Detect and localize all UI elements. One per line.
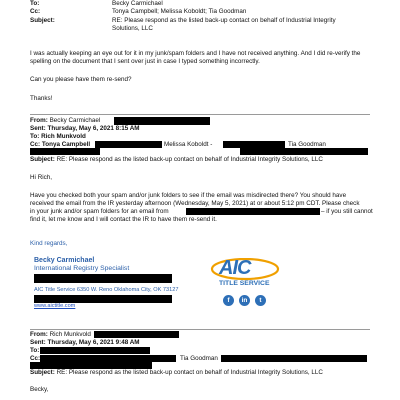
logo-subtext: TITLE SERVICE: [219, 280, 270, 287]
email3-subject-value: RE: Please respond as the listed back-up contact on behalf of Industrial Integrity Solutions, LLC: [56, 369, 323, 376]
email2-closing: Kind regards,: [30, 240, 68, 247]
linkedin-icon[interactable]: in: [239, 295, 250, 306]
email2-to-label: To:: [30, 133, 40, 140]
redaction-bar: [186, 208, 320, 215]
email3-from-label: From:: [30, 331, 48, 338]
signature-address: AIC Title Service 6350 W. Reno Oklahoma City, OK 73127: [34, 287, 179, 293]
redaction-bar: [223, 141, 285, 148]
email2-subject-value: RE: Please respond as the listed back-up contact on behalf of Industrial Integrity Solutions, LLC: [56, 156, 323, 163]
body1-line2: spelling on the document that I sent over just in case I typed something incorrectly.: [30, 58, 260, 65]
to-value: Becky Carmichael: [112, 0, 163, 7]
redaction-bar: [40, 355, 176, 362]
redaction-bar: [240, 148, 368, 155]
body1-line1: I was actually keeping an eye out for it in my junk/spam folders and I have not received anything. And I did re-verify the: [30, 50, 361, 57]
email3-from-row: [30, 331, 91, 339]
email2-sent-value: Thursday, May 6, 2021 8:15 AM: [47, 125, 140, 132]
email2-p1-line3: in your junk and/or spam folders for an email from: [30, 208, 169, 215]
email3-sent-value: Thursday, May 6, 2021 9:48 AM: [47, 339, 140, 346]
email2-p1-line1: Have you checked both your spam and/or junk folders to see if the email was misdirected there? You should have: [30, 192, 347, 199]
body1-line3: Can you please have them re-send?: [30, 76, 132, 83]
email2-from-label: From:: [30, 117, 48, 124]
email3-cc-label: Cc:: [30, 355, 41, 362]
subject-row: [30, 17, 392, 25]
redaction-bar: [114, 117, 210, 125]
email2-from-value: Becky Carmichael: [49, 117, 101, 124]
email3-to-row: [30, 347, 39, 355]
redaction-bar: [30, 362, 152, 369]
email2-to-row: [30, 133, 86, 141]
aic-title-service-logo: [205, 258, 285, 292]
email2-sent-label: Sent:: [30, 125, 46, 132]
separator-rule: [30, 329, 370, 330]
email2-to-value: Rich Munkvold: [41, 133, 86, 140]
logo-text: AIC: [219, 257, 251, 279]
email2-p1-line3-end: – if you still cannot: [321, 208, 373, 215]
email2-subject-row: [30, 156, 323, 164]
redaction-bar: [94, 331, 179, 338]
twitter-icon[interactable]: t: [255, 295, 266, 306]
redaction-bar: [34, 274, 172, 283]
email3-sent-row: [30, 339, 140, 347]
subject-value: RE: Please respond as the listed back-up contact on behalf of Industrial Integrity: [112, 16, 336, 24]
email2-cc-label: Cc:: [30, 141, 41, 148]
email2-p1-line4: find it, let me know and I will contact the IR to have them re-send it.: [30, 216, 217, 223]
email3-subject-label: Subject:: [30, 369, 55, 376]
email3-greeting: Becky,: [30, 386, 49, 393]
signature-title: International Registry Specialist: [34, 265, 130, 272]
email3-sent-label: Sent:: [30, 339, 46, 346]
top-email-header: [30, 0, 392, 34]
email3-to-label: To:: [30, 347, 40, 354]
email2-from-row: [30, 117, 100, 125]
email3-from-value: Rich Munkvold: [49, 331, 91, 338]
signature-name: Becky Carmichael: [34, 257, 95, 264]
redaction-bar: [34, 295, 172, 303]
cc-value: Tonya Campbell; Melissa Koboldt; Tia Goodman: [112, 8, 247, 16]
email2-greeting: Hi Rich,: [30, 174, 53, 181]
cc-row: [30, 8, 392, 16]
redaction-bar: [95, 141, 162, 148]
email2-cc-value-b: Melissa Koboldt -: [164, 141, 213, 148]
redaction-bar: [221, 355, 367, 362]
separator-rule: [30, 114, 370, 115]
to-label: To:: [30, 0, 40, 7]
email3-cc-value: Tia Goodman: [180, 355, 218, 362]
to-row: [30, 0, 392, 8]
subject-value-cont: Solutions, LLC: [112, 25, 153, 33]
signature-website-link[interactable]: www.aictitle.com: [34, 303, 76, 309]
email2-p1-line2: received the email from the IR yesterday afternoon (Wednesday, May 5, 2021) at or about 5:12 pm CDT. Please check: [30, 200, 360, 207]
facebook-icon[interactable]: f: [223, 295, 234, 306]
body1-line4: Thanks!: [30, 95, 53, 102]
subject-row-cont: [30, 25, 392, 33]
email2-cc-value-a: Tonya Campbell: [41, 141, 91, 148]
redaction-bar: [40, 347, 150, 354]
cc-label: Cc:: [30, 8, 41, 16]
email2-sent-row: [30, 125, 140, 133]
redaction-bar: [30, 148, 100, 155]
email2-cc-value-c: Tia Goodman: [288, 141, 326, 148]
email3-subject-row: [30, 369, 323, 377]
subject-label: Subject:: [30, 16, 55, 24]
email2-subject-label: Subject:: [30, 156, 55, 163]
